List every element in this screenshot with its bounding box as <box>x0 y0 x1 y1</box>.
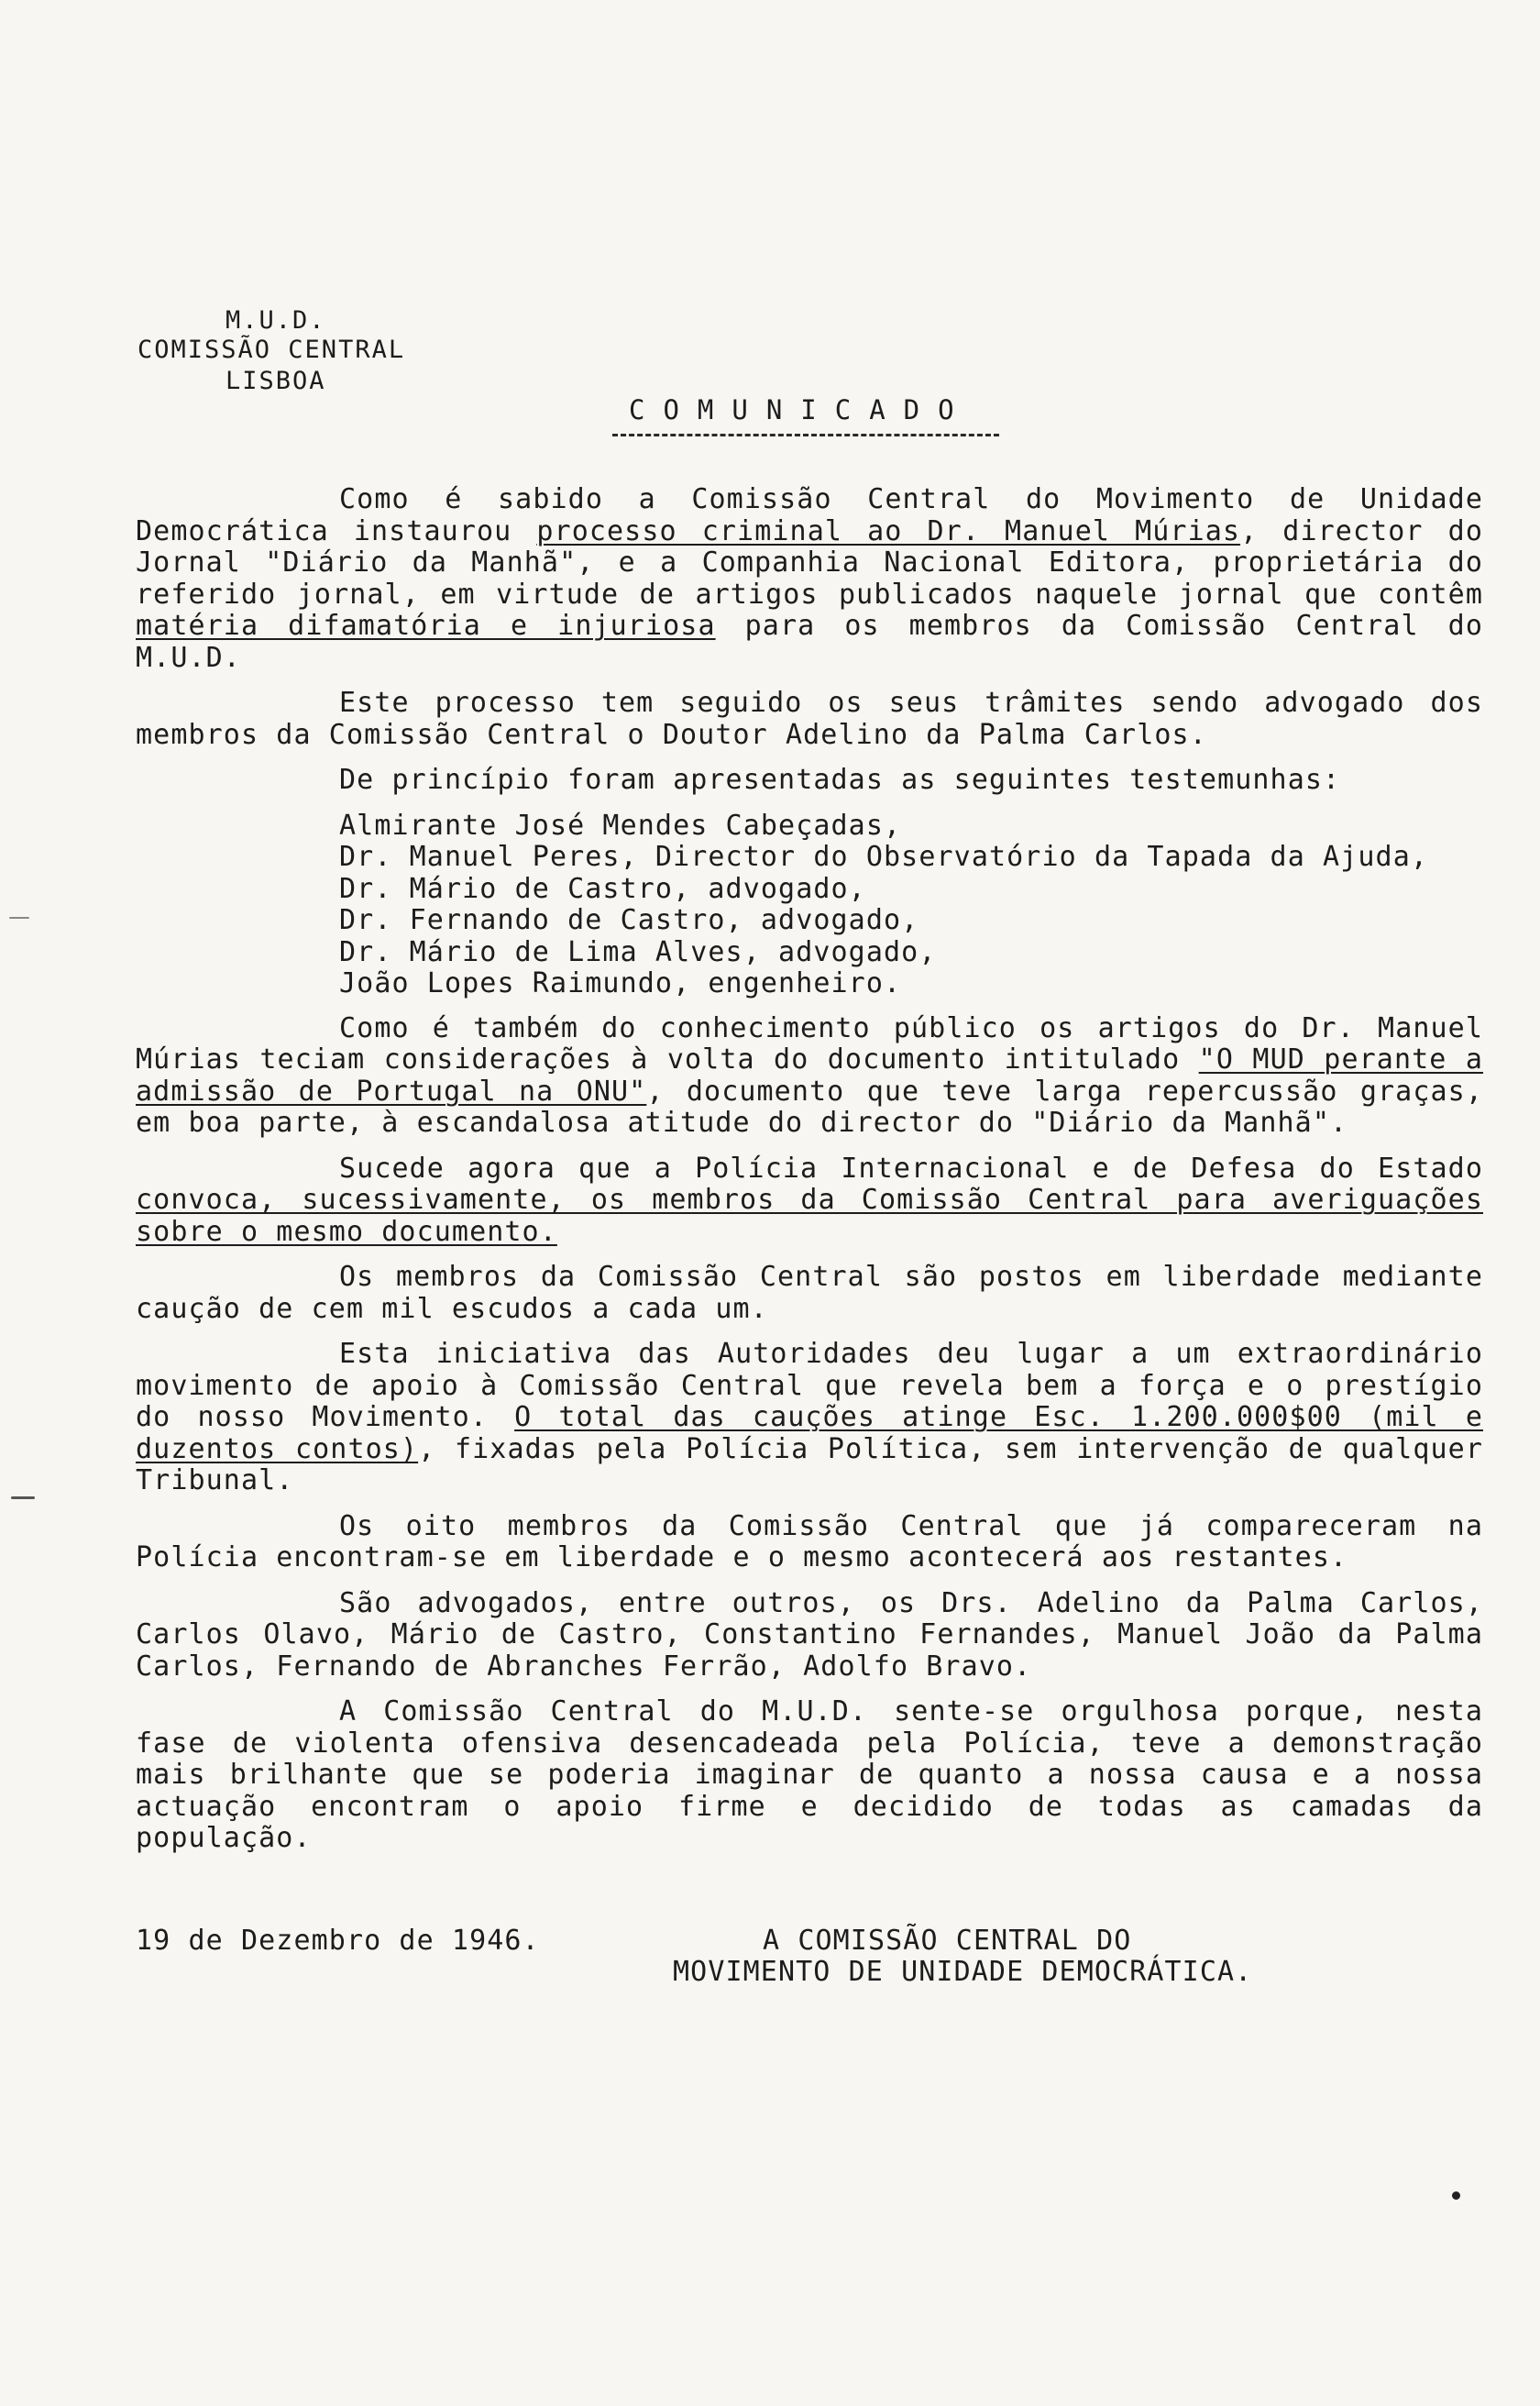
signature-line-2: MOVIMENTO DE UNIDADE DEMOCRÁTICA. <box>673 1956 1253 1988</box>
paragraph-10: A Comissão Central do M.U.D. sente-se orgulhosa porque, nesta fase de violenta ofensiva desencadeada pela Polícia, teve a demonstração mais brilhante que se poderia imaginar de quanto a nossa causa e a nossa actuação encontram o apoio firme e decidido de todas as camadas da população. <box>136 1695 1483 1854</box>
paragraph-7 <box>136 1339 1483 1497</box>
paragraph-1-underline-2: matéria difamatória e injuriosa <box>136 610 716 642</box>
paragraph-8: Os oito membros da Comissão Central que já compareceram na Polícia encontram-se em liberdade e o mesmo acontecerá aos restantes. <box>136 1509 1483 1573</box>
header-org: M.U.D. <box>226 306 326 335</box>
paragraph-7-text-a: Esta iniciativa das Autoridades deu lugar a um extraordinário movimento de apoio à Comissão Central que revela bem a força e o prestígio do nosso Movimento. <box>136 1338 1483 1433</box>
margin-mark <box>11 1496 35 1499</box>
paragraph-7-underline-1: O total das cauções atinge Esc. 1.200.000$00 (mil e duzentos contos) <box>136 1401 1483 1465</box>
paragraph-2: Este processo tem seguido os seus trâmites sendo advogado dos membros da Comissão Central o Doutor Adelino da Palma Carlos. <box>136 687 1483 751</box>
paragraph-4-text-b: , documento que teve larga repercussão graças, em boa parte, à escandalosa atitude do director do "Diário da Manhã". <box>136 1075 1483 1139</box>
paragraph-6: Os membros da Comissão Central são postos em liberdade mediante caução de cem mil escudos a cada um. <box>136 1261 1483 1325</box>
witness-item: Dr. Mário de Lima Alves, advogado, <box>339 935 937 968</box>
witness-item: Dr. Fernando de Castro, advogado, <box>339 904 919 936</box>
witness-item: Dr. Mário de Castro, advogado, <box>339 872 866 905</box>
paragraph-4-underline-1: "O MUD perante a admissão de Portugal na ONU" <box>136 1043 1483 1108</box>
paragraph-1-text-a: Como é sabido a Comissão Central do Movimento de Unidade Democrática instaurou <box>136 483 1483 547</box>
ink-speck <box>1452 2191 1460 2200</box>
paragraph-4 <box>136 1013 1483 1140</box>
paragraph-1-underline-1: processo criminal ao Dr. Manuel Múrias <box>536 514 1241 547</box>
paragraph-7-text-b: , fixadas pela Polícia Política, sem intervenção de qualquer Tribunal. <box>136 1432 1483 1496</box>
signature-line-1: A COMISSÃO CENTRAL DO <box>763 1925 1132 1957</box>
document-body <box>136 484 1483 1869</box>
header-committee: COMISSÃO CENTRAL <box>138 336 406 364</box>
signature-block <box>673 1926 1252 1988</box>
margin-mark <box>9 917 29 919</box>
witness-item: Dr. Manuel Peres, Director do Observatório da Tapada da Ajuda, <box>339 841 1429 873</box>
witness-item: Almirante José Mendes Cabeçadas, <box>339 809 902 842</box>
witness-item: João Lopes Raimundo, engenheiro. <box>339 967 902 999</box>
paragraph-5-text-a: Sucede agora que a Polícia Internacional e de Defesa do Estado <box>339 1152 1483 1185</box>
paragraph-9: São advogados, entre outros, os Drs. Adelino da Palma Carlos, Carlos Olavo, Mário de Castro, Constantino Fernandes, Manuel João da Palma Carlos, Fernando de Abranches Ferrão, Adolfo Bravo. <box>136 1586 1483 1683</box>
paragraph-1-text-b: , director do Jornal "Diário da Manhã", e a Companhia Nacional Editora, proprietária do referido jornal, em virtude de artigos publicados naquele jornal que contêm <box>136 514 1483 611</box>
paragraph-1 <box>136 484 1483 674</box>
title-underline <box>612 434 999 436</box>
paragraph-5-underline-1: convoca, sucessivamente, os membros da Comissão Central para averiguações sobre o mesmo documento. <box>136 1184 1483 1248</box>
witness-list <box>136 811 1483 1000</box>
document-date: 19 de Dezembro de 1946. <box>136 1925 540 1957</box>
paragraph-3: De princípio foram apresentadas as seguintes testemunhas: <box>339 764 1341 796</box>
document-title: COMUNICADO <box>629 394 973 425</box>
paragraph-5 <box>136 1153 1483 1249</box>
paragraph-1-text-c: para os membros da Comissão Central do M.U.D. <box>136 610 1483 674</box>
paragraph-4-text-a: Como é também do conhecimento público os artigos do Dr. Manuel Múrias teciam considerações à volta do documento intitulado <box>136 1011 1483 1076</box>
header-city: LISBOA <box>226 367 326 395</box>
